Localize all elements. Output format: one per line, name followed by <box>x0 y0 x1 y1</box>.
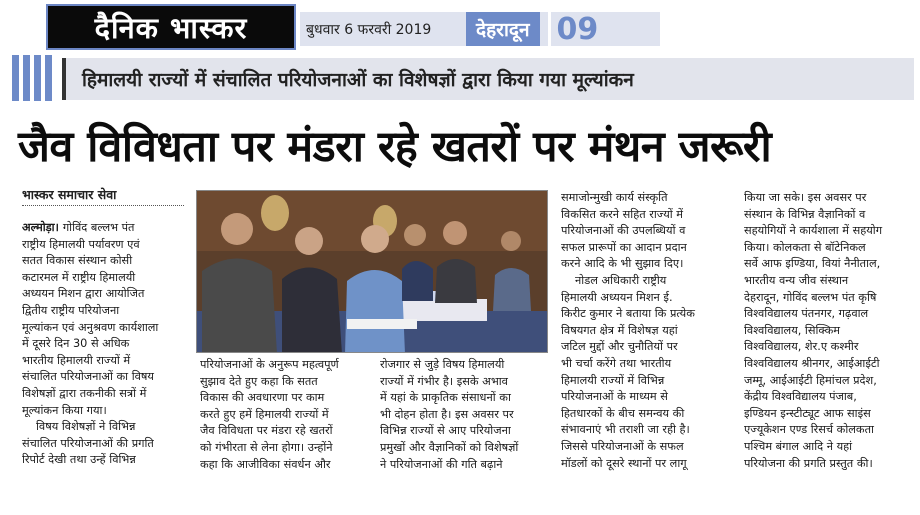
article-line: राष्ट्रीय हिमालयी पर्यावरण एवं <box>22 237 140 251</box>
article-line: विश्वविद्यालय पंतनगर, गढ़वाल <box>744 307 869 321</box>
article-line: द्वितीय राष्ट्रीय परियोजना <box>22 303 120 317</box>
stripe <box>23 55 30 101</box>
article-line: विशेषज्ञों द्वारा तकनीकी सत्रों में <box>22 386 147 400</box>
divider <box>548 12 551 46</box>
article-line: विभिन्न राज्यों से आए परियोजना <box>380 424 511 438</box>
article-line: संचालित परियोजनाओं की प्रगति <box>22 436 154 450</box>
article-line: परियोजना की प्रगति प्रस्तुत की। <box>744 456 873 470</box>
article-line: को गंभीरता से लेना होगा। उन्होंने <box>200 440 333 454</box>
issue-date: बुधवार 6 फरवरी 2019 <box>306 21 432 38</box>
article-line: प्रमुखों और वैज्ञानिकों को विशेषज्ञों <box>380 440 519 454</box>
article-line: इण्डियन इन्स्टीट्यूट आफ साइंस <box>744 406 871 420</box>
newspaper-masthead <box>46 4 296 50</box>
article-line: मूल्यांकन एवं अनुश्रवण कार्यशाला <box>22 320 159 334</box>
dateline-place: अल्मोड़ा। <box>22 221 63 234</box>
article-line: विश्वविद्यालय, सिक्किम <box>744 323 841 337</box>
article-line: किया। कोलकता से बॉटेनिकल <box>744 240 866 254</box>
stripe <box>45 55 52 101</box>
article-column-4 <box>561 190 739 472</box>
article-line: भी दोहन होता है। इस अवसर पर <box>380 407 514 421</box>
headline <box>18 108 918 180</box>
article-line: भारतीय हिमालयी राज्यों में <box>22 353 131 367</box>
article-line: सफल प्रारूपों का आदान प्रदान <box>561 240 687 254</box>
article-line: मूल्यांकन किया गया। <box>22 403 107 417</box>
stripe <box>34 55 41 101</box>
article-line: रोजगार से जुड़े विषय हिमालयी <box>380 358 505 371</box>
article-line: नोडल अधिकारी राष्ट्रीय <box>575 273 667 287</box>
article-line: जम्मू, आईआईटी हिमांचल प्रदेश, <box>744 373 877 387</box>
article-line: जिससे परियोजनाओं के सफल <box>561 439 684 453</box>
article-line: सहयोगियों ने कार्यशाला में सहयोग <box>744 224 883 238</box>
stripe <box>12 55 19 101</box>
article-line: सुझाव देते हुए कहा कि सतत <box>200 374 318 388</box>
article-line: में यहां के प्राकृतिक संसाधनों का <box>380 391 511 405</box>
article-line: केंद्रीय विश्वविद्यालय पंजाब, <box>744 390 857 404</box>
byline: भास्कर समाचार सेवा <box>22 187 117 202</box>
article-line: में दूसरे दिन 30 से अधिक <box>22 337 130 351</box>
article-line: देहरादून, गोविंद बल्लभ पंत कृषि <box>744 290 877 304</box>
article-line: जटिल मुद्दों और चुनौतियों पर <box>561 340 678 354</box>
photo-illustration <box>197 191 548 353</box>
page-number: 09 <box>556 11 599 47</box>
kicker-text: हिमालयी राज्यों में संचालित परियोजनाओं का विशेषज्ञों द्वारा किया गया मूल्यांकन <box>82 69 634 91</box>
article-line: विकास की अवधारणा पर काम <box>200 391 325 405</box>
decorative-stripes <box>12 55 54 101</box>
article-line: किया जा सके। इस अवसर पर <box>744 191 867 204</box>
article-line: संस्थान के विभिन्न वैज्ञानिकों व <box>744 207 866 221</box>
article-line: हिमालयी राज्यों में विभिन्न <box>561 373 665 387</box>
article-line: विश्वविद्यालय, शेर.ए कश्मीर <box>744 340 859 354</box>
article-line: एज्यूकेशन एण्ड रिसर्च कोलकता <box>744 423 874 437</box>
article-line: रिपोर्ट देखी तथा उन्हें विभिन्न <box>22 453 136 467</box>
article-line: कहा कि आजीविका संवर्धन और <box>200 457 331 471</box>
article-line: किरीट कुमार ने बताया कि प्रत्येक <box>561 307 695 321</box>
article-line: भी चर्चा करेंगे तथा भारतीय <box>561 356 672 370</box>
masthead-title: दैनिक भास्कर <box>94 10 248 45</box>
article-line: राज्यों में गंभीर है। इसके अभाव <box>380 374 508 388</box>
article-line: संभावनाएं भी तराशी जा रही है। <box>561 423 690 437</box>
article-line: पश्चिम बंगाल आदि ने यहां <box>744 439 853 453</box>
article-line: विषय विशेषज्ञों ने विभिन्न <box>36 420 136 434</box>
article-line: अल्मोड़ा। गोविंद बल्लभ पंत <box>22 221 135 234</box>
article-line: जैव विविधता पर मंडरा रहे खतरों <box>200 424 333 438</box>
article-column-3 <box>380 357 554 473</box>
article-line: विकसित करने सहित राज्यों में <box>561 207 684 221</box>
article-line: मॉडलों को दूसरे स्थानों पर लागू <box>561 456 687 470</box>
article-line: विषयगत क्षेत्र में विशेषज्ञ यहां <box>561 323 678 337</box>
article-line: सर्वे आफ इण्डिया, वियां नैनीताल, <box>744 257 881 271</box>
article-line: परियोजनाओं के अनुरूप महत्वपूर्ण <box>200 358 339 371</box>
article-line: विश्वविद्यालय श्रीनगर, आईआईटी <box>744 356 880 370</box>
dateline-bar <box>300 12 660 46</box>
article-column-5 <box>744 190 916 472</box>
article-line: करते हुए हमें हिमालयी राज्यों में <box>200 407 329 421</box>
article-line: अध्ययन मिशन द्वारा आयोजित <box>22 287 145 301</box>
article-line: समाजोन्मुखी कार्य संस्कृति <box>561 191 668 204</box>
article-line: भारतीय वन्य जीव संस्थान <box>744 273 849 287</box>
article-line: कटारमल में राष्ट्रीय हिमालयी <box>22 270 136 284</box>
article-line: हिमालयी अध्ययन मिशन ई. <box>561 290 673 304</box>
article-line: करने आदि के भी सुझाव दिए। <box>561 257 684 271</box>
byline-rule <box>22 205 184 206</box>
article-line: परियोजनाओं के माध्यम से <box>561 390 668 404</box>
article-line: ने परियोजनाओं की गति बढ़ाने <box>380 457 503 471</box>
article-line: परियोजनाओं की उपलब्धियों व <box>561 224 686 238</box>
article-column-2 <box>200 357 370 473</box>
edition-city: देहरादून <box>466 12 540 46</box>
headline-text: जैव विविधता पर मंडरा रहे खतरों पर मंथन जरूरी <box>18 121 772 172</box>
article-line: सतत विकास संस्थान कोसी <box>22 254 133 268</box>
article-column-1 <box>22 220 192 469</box>
kicker-band <box>62 58 914 100</box>
article-line: हितधारकों के बीच समन्वय की <box>561 406 685 420</box>
news-photo <box>196 190 548 353</box>
article-line: संचालित परियोजनाओं का विषय <box>22 370 154 384</box>
